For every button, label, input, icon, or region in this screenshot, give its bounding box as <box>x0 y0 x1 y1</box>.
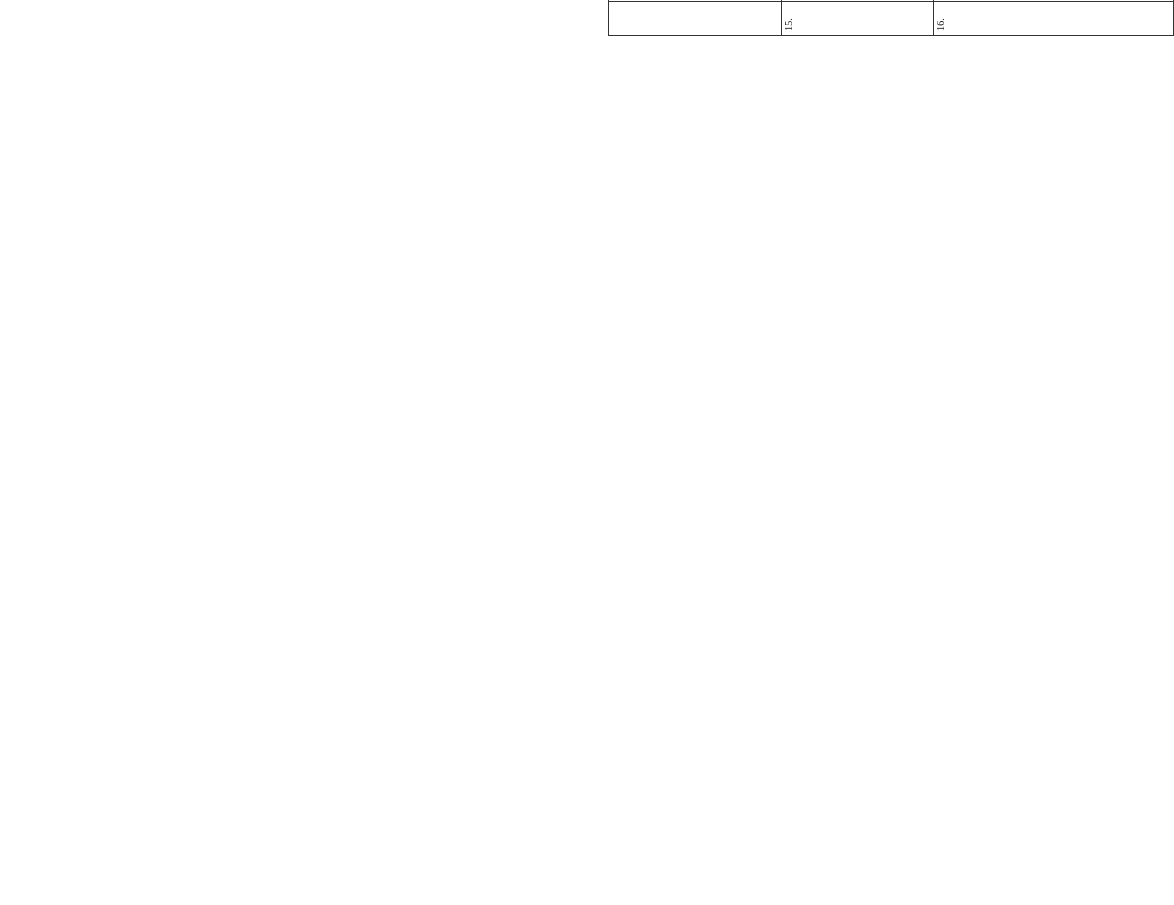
table-row <box>609 0 782 36</box>
service-name <box>934 0 1174 2</box>
row-number: 16. <box>934 2 1174 36</box>
rotated-table-wrapper <box>608 0 1173 36</box>
service-name <box>609 0 782 2</box>
row-number <box>609 2 782 36</box>
service-name <box>782 0 934 2</box>
table-row <box>782 0 934 36</box>
table-row <box>934 0 1174 36</box>
row-number: 15. <box>782 2 934 36</box>
services-table <box>608 0 1174 36</box>
